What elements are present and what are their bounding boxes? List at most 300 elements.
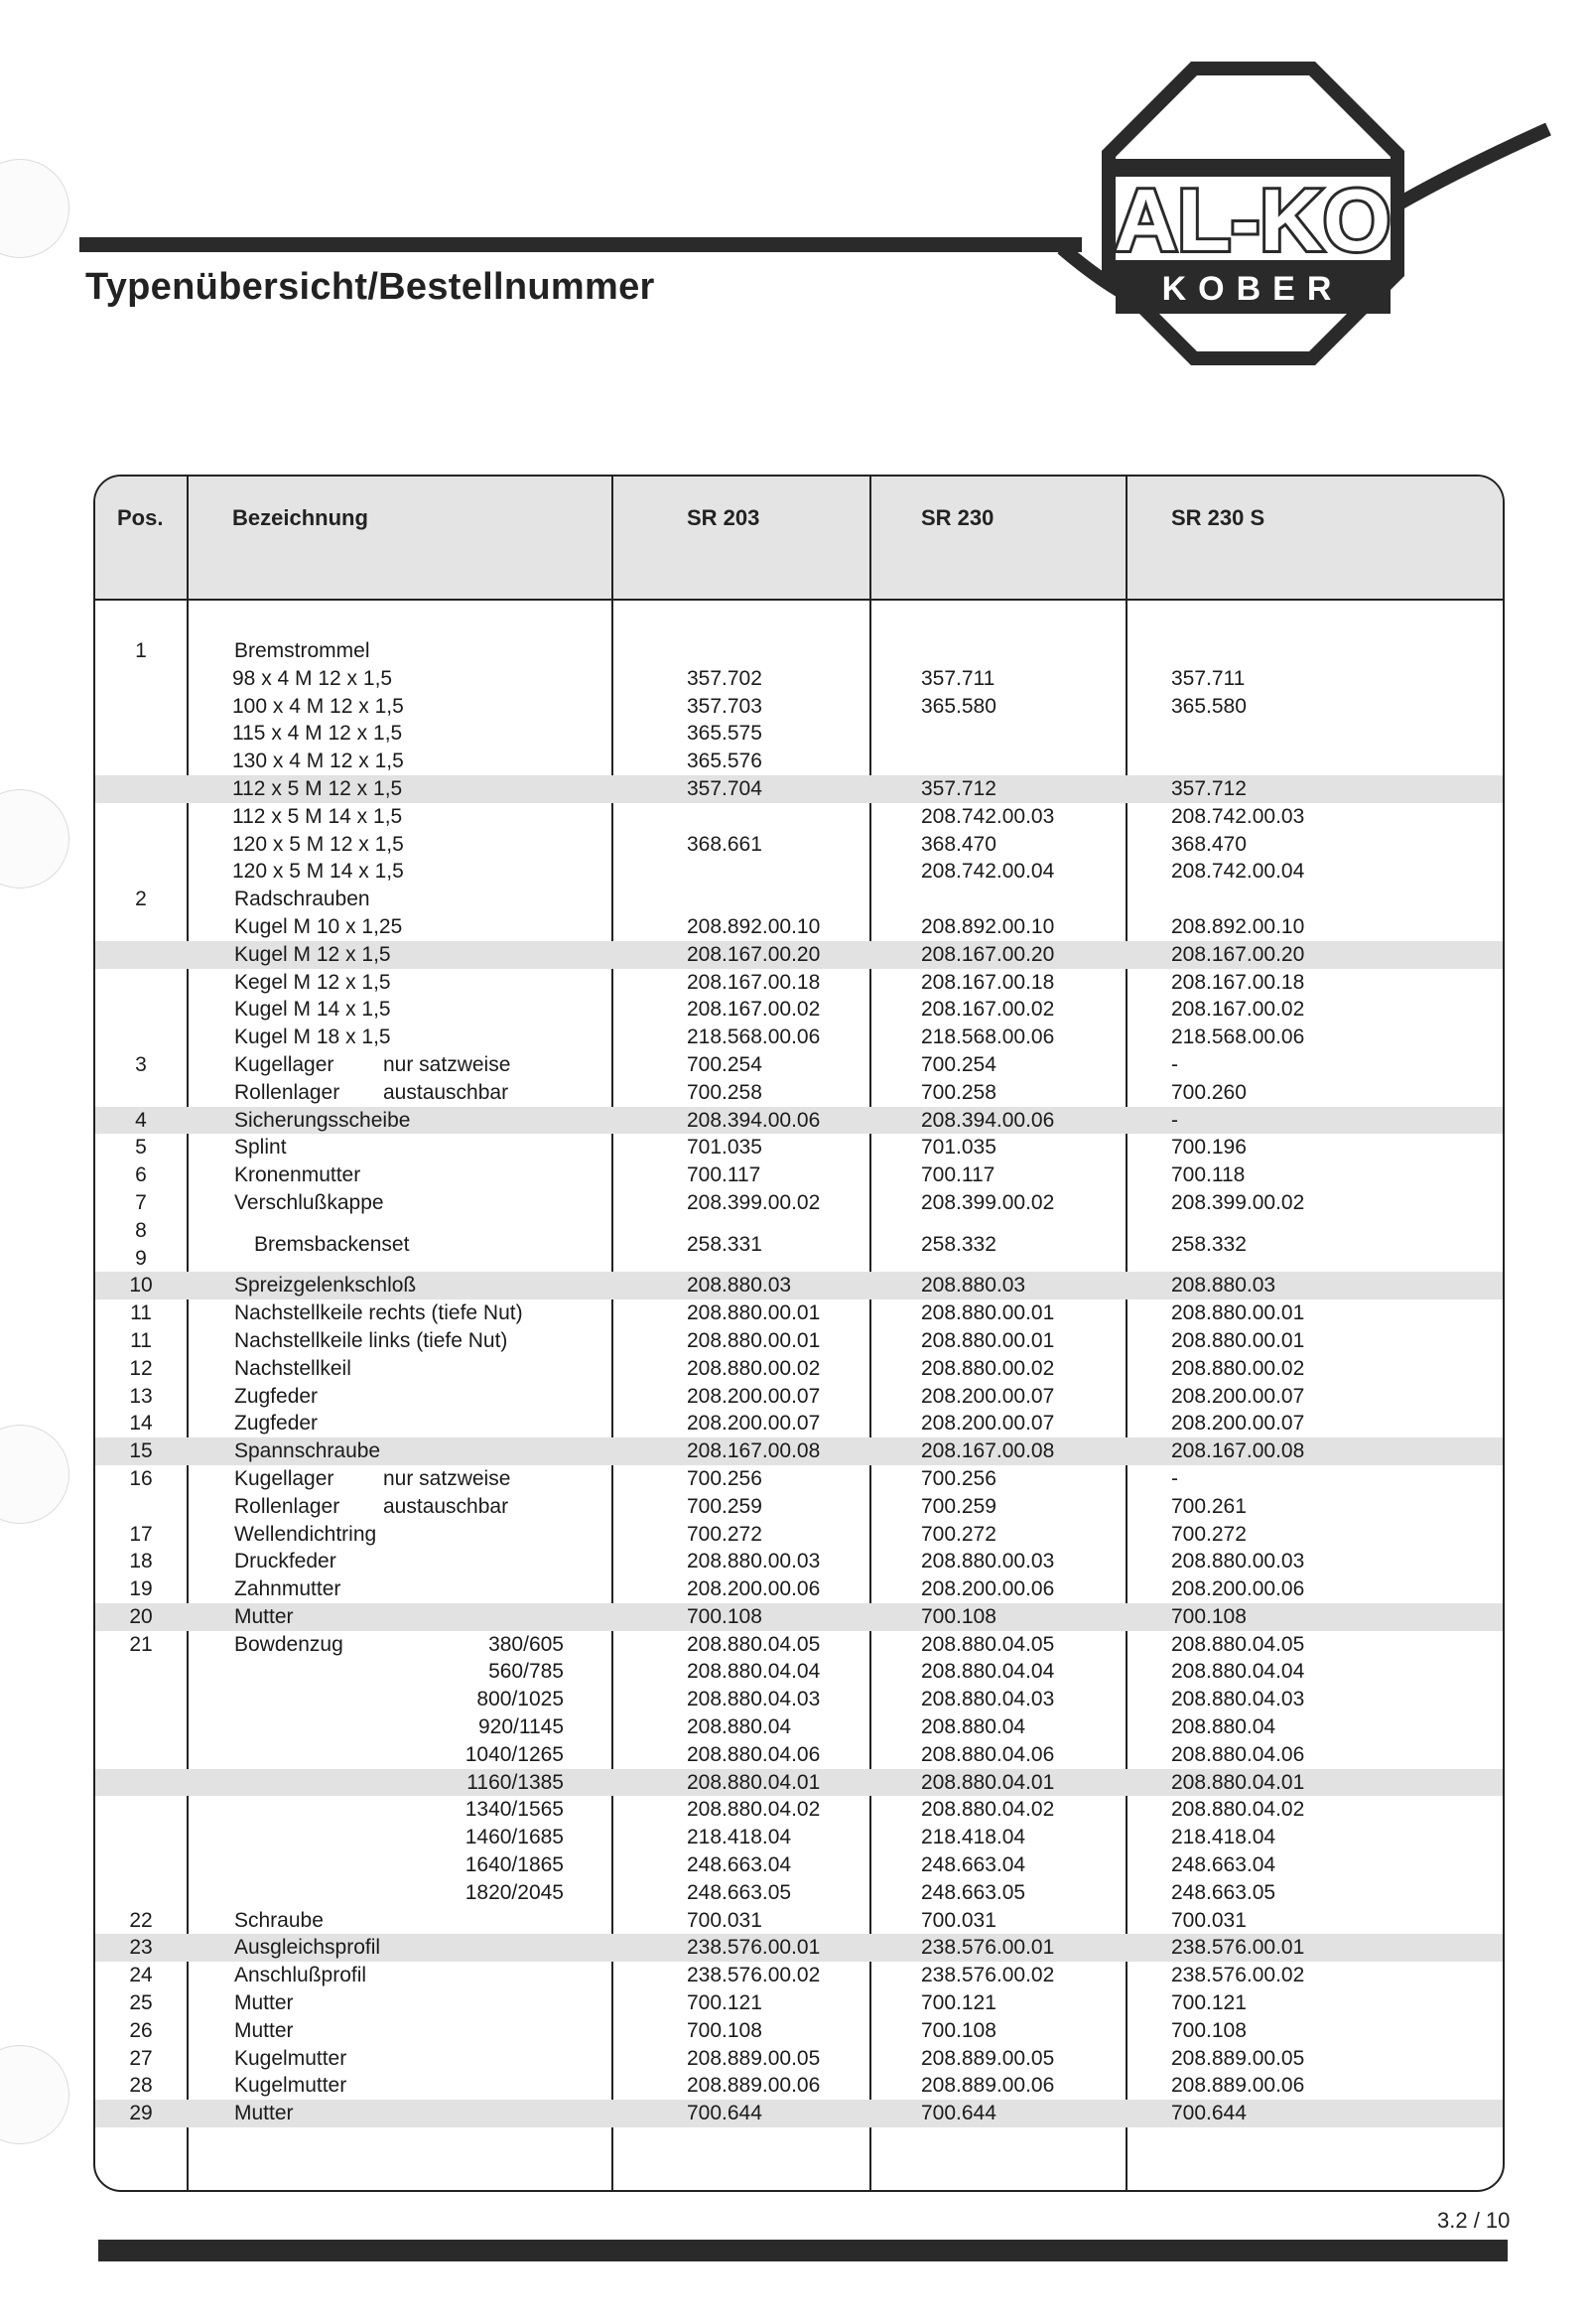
cell-name: Kugel M 10 x 1,25 xyxy=(234,914,403,938)
cell-sr203: 208.880.00.03 xyxy=(687,1550,821,1573)
cell-sr230: 238.576.00.01 xyxy=(921,1936,1055,1960)
table-row xyxy=(95,1851,1503,1879)
cell-sr230: 700.117 xyxy=(921,1163,995,1187)
cell-sr230s: 208.167.00.08 xyxy=(1171,1439,1305,1463)
cell-pos: 7 xyxy=(135,1190,147,1214)
cell-name: Nachstellkeile links (tiefe Nut) xyxy=(234,1328,508,1352)
cell-name: 112 x 5 M 12 x 1,5 xyxy=(232,776,403,800)
parts-table xyxy=(93,475,1505,2192)
cell-length: 920/1145 xyxy=(477,1715,564,1739)
cell-sr230: 208.399.00.02 xyxy=(921,1190,1055,1214)
cell-sr230: 208.200.00.07 xyxy=(921,1384,1055,1408)
table-row xyxy=(95,1521,1503,1549)
cell-sr230s: - xyxy=(1171,1052,1178,1076)
cell-name: Kugel M 14 x 1,5 xyxy=(234,998,391,1022)
cell-sr230s: 700.031 xyxy=(1171,1908,1247,1932)
cell-name: 115 x 4 M 12 x 1,5 xyxy=(232,722,403,746)
cell-sr203: 208.167.00.02 xyxy=(687,998,821,1022)
cell-sr230: 238.576.00.02 xyxy=(921,1964,1055,1987)
cell-length: 800/1025 xyxy=(476,1688,564,1711)
cell-pos: 15 xyxy=(129,1439,153,1463)
table-row xyxy=(95,941,1503,969)
cell-sr230s: 700.108 xyxy=(1171,2018,1247,2042)
table-row xyxy=(95,1024,1503,1051)
table-row xyxy=(95,1134,1503,1162)
cell-sr230s: 700.118 xyxy=(1171,1163,1246,1187)
cell-sr230: 208.889.00.05 xyxy=(921,2046,1055,2070)
table-row xyxy=(95,2045,1503,2073)
table-row xyxy=(95,775,1503,803)
brace-note: nur satzweise xyxy=(383,1466,511,1490)
page-title: Typenübersicht/Bestellnummer xyxy=(85,266,655,308)
cell-sr230s: 208.167.00.18 xyxy=(1171,970,1305,994)
cell-sr230: 208.167.00.08 xyxy=(921,1439,1055,1463)
cell-name: Zugfeder xyxy=(234,1412,319,1435)
cell-length: 1820/2045 xyxy=(464,1880,564,1904)
cell-sr203: 701.035 xyxy=(687,1136,762,1160)
table-row xyxy=(95,1824,1503,1851)
cell-sr230: 208.892.00.10 xyxy=(921,914,1055,938)
cell-sr203: 208.880.04.06 xyxy=(687,1742,821,1766)
footer-rule xyxy=(98,2240,1508,2261)
table-row xyxy=(95,858,1503,886)
cell-sr230s: 700.108 xyxy=(1171,1604,1247,1628)
cell-sr230: 700.121 xyxy=(921,1991,996,2015)
cell-name: Mutter xyxy=(234,2102,294,2125)
table-row xyxy=(95,1548,1503,1575)
punch-hole xyxy=(0,789,69,889)
cell-sr203: 700.258 xyxy=(687,1080,762,1104)
cell-sr230: 208.880.00.01 xyxy=(921,1328,1055,1352)
cell-sr203: 700.254 xyxy=(687,1052,762,1076)
cell-sr230: 700.108 xyxy=(921,2018,996,2042)
cell-sr230s: 208.880.00.01 xyxy=(1171,1301,1305,1325)
cell-sr230: 701.035 xyxy=(921,1136,996,1160)
cell-sr230: 208.880.00.03 xyxy=(921,1550,1055,1573)
cell-sr230: 208.167.00.18 xyxy=(921,970,1055,994)
cell-sr203: 208.880.03 xyxy=(687,1274,792,1298)
cell-pos: 17 xyxy=(129,1522,153,1546)
cell-sr230: 208.880.04.04 xyxy=(921,1660,1055,1684)
table-row xyxy=(95,1355,1503,1383)
cell-name: Splint xyxy=(234,1136,287,1160)
cell-name: Ausgleichsprofil xyxy=(234,1936,381,1960)
header-name: Bezeichnung xyxy=(232,505,368,530)
cell-pos: 5 xyxy=(135,1136,147,1160)
cell-sr230s: 700.196 xyxy=(1171,1136,1247,1160)
cell-name: Kugelmutter xyxy=(234,2074,347,2098)
cell-name: Kegel M 12 x 1,5 xyxy=(234,970,391,994)
cell-sr230: 365.580 xyxy=(921,694,996,718)
cell-length: 1160/1385 xyxy=(466,1770,564,1794)
cell-sr230s: 208.880.04.02 xyxy=(1171,1798,1305,1822)
cell-name: Kronenmutter xyxy=(234,1163,361,1187)
cell-sr230s: 208.880.04.01 xyxy=(1171,1770,1305,1794)
brace-note: nur satzweise xyxy=(383,1052,511,1076)
cell-sr203: 208.200.00.07 xyxy=(687,1384,821,1408)
table-row xyxy=(95,693,1503,721)
table-row xyxy=(95,637,1503,665)
cell-pos: 9 xyxy=(135,1246,147,1270)
cell-name: Bowdenzug xyxy=(234,1632,343,1656)
cell-sr230: 700.272 xyxy=(921,1522,996,1546)
cell-pos: 23 xyxy=(129,1936,153,1960)
cell-sr230: 208.167.00.20 xyxy=(921,942,1055,966)
cell-sr230s: 258.332 xyxy=(1171,1232,1247,1256)
cell-sr203: 208.200.00.06 xyxy=(687,1577,821,1601)
cell-sr203: 208.889.00.05 xyxy=(687,2046,821,2070)
cell-sr230: 357.711 xyxy=(921,666,995,690)
table-row xyxy=(95,1107,1503,1135)
cell-pos: 14 xyxy=(129,1412,153,1435)
cell-sr203: 700.117 xyxy=(687,1163,761,1187)
table-row xyxy=(95,1437,1503,1465)
cell-sr203: 208.880.04.05 xyxy=(687,1632,821,1656)
cell-sr230: 357.712 xyxy=(921,776,996,800)
cell-name: Mutter xyxy=(234,1991,294,2015)
cell-pos: 10 xyxy=(129,1274,153,1298)
cell-name: 100 x 4 M 12 x 1,5 xyxy=(232,694,404,718)
cell-name: 120 x 5 M 12 x 1,5 xyxy=(232,832,404,856)
cell-pos: 13 xyxy=(129,1384,153,1408)
cell-sr230: 218.418.04 xyxy=(921,1826,1026,1849)
table-row xyxy=(95,1989,1503,2017)
cell-pos: 22 xyxy=(129,1908,153,1932)
punch-hole xyxy=(0,159,69,258)
cell-sr230s: 208.880.04.03 xyxy=(1171,1688,1305,1711)
cell-sr230s: - xyxy=(1171,1466,1178,1490)
table-row xyxy=(95,1079,1503,1107)
cell-sr203: 208.167.00.20 xyxy=(687,942,821,966)
table-row xyxy=(95,913,1503,941)
cell-sr203: 208.892.00.10 xyxy=(687,914,821,938)
cell-sr203: 238.576.00.01 xyxy=(687,1936,821,1960)
table-row xyxy=(95,1686,1503,1713)
cell-sr230s: 208.889.00.06 xyxy=(1171,2074,1305,2098)
table-row xyxy=(95,1162,1503,1189)
cell-sr230s: 208.880.04.06 xyxy=(1171,1742,1305,1766)
table-row xyxy=(95,1879,1503,1907)
logo-brand-top: AL-KO xyxy=(1114,171,1392,269)
cell-name: Rollenlager xyxy=(234,1494,340,1518)
cell-sr230s: 248.663.04 xyxy=(1171,1853,1276,1877)
table-row xyxy=(95,1769,1503,1797)
cell-name: 98 x 4 M 12 x 1,5 xyxy=(232,666,393,690)
cell-name: Bremsbackenset xyxy=(254,1232,410,1256)
cell-sr203: 700.121 xyxy=(687,1991,762,2015)
cell-name: Rollenlager xyxy=(234,1080,340,1104)
cell-sr230s: 365.580 xyxy=(1171,694,1247,718)
cell-sr230: 208.880.04.06 xyxy=(921,1742,1055,1766)
cell-name: Kugellager xyxy=(234,1466,334,1490)
cell-name: Mutter xyxy=(234,2018,294,2042)
cell-pos: 24 xyxy=(129,1964,153,1987)
cell-pos: 1 xyxy=(135,639,147,662)
cell-sr230s: 208.880.00.03 xyxy=(1171,1550,1305,1573)
cell-name: Spannschraube xyxy=(234,1439,381,1463)
table-row xyxy=(95,1327,1503,1355)
cell-sr230s: 700.272 xyxy=(1171,1522,1247,1546)
cell-sr230s: 218.568.00.06 xyxy=(1171,1025,1305,1049)
table-row xyxy=(95,1907,1503,1935)
cell-sr230s: 208.880.04.04 xyxy=(1171,1660,1305,1684)
cell-name: 112 x 5 M 14 x 1,5 xyxy=(232,804,403,828)
cell-length: 1040/1265 xyxy=(464,1742,564,1766)
cell-pos: 11 xyxy=(130,1328,152,1352)
cell-length: 1340/1565 xyxy=(464,1798,564,1822)
table-row xyxy=(95,1631,1503,1659)
cell-pos: 26 xyxy=(129,2018,153,2042)
table-row xyxy=(95,1051,1503,1079)
cell-sr230: 208.880.04.01 xyxy=(921,1770,1055,1794)
cell-sr203: 218.418.04 xyxy=(687,1826,792,1849)
table-row xyxy=(95,1713,1503,1741)
cell-sr203: 208.880.04 xyxy=(687,1715,792,1739)
table-row xyxy=(95,1465,1503,1493)
cell-name: Verschlußkappe xyxy=(234,1190,384,1214)
cell-name: Kugel M 18 x 1,5 xyxy=(234,1025,391,1049)
table-row xyxy=(95,720,1503,748)
cell-pos: 29 xyxy=(129,2102,153,2125)
cell-sr230: 208.889.00.06 xyxy=(921,2074,1055,2098)
cell-length: 1640/1865 xyxy=(464,1853,564,1877)
table-row xyxy=(95,1962,1503,1989)
cell-sr230: 208.880.04 xyxy=(921,1715,1026,1739)
table-row xyxy=(95,1658,1503,1686)
cell-sr230s: - xyxy=(1171,1108,1178,1132)
cell-name: Kugel M 12 x 1,5 xyxy=(234,942,391,966)
cell-pos: 12 xyxy=(129,1356,153,1380)
punch-hole xyxy=(0,2045,69,2144)
cell-pos: 2 xyxy=(135,888,147,911)
table-row xyxy=(95,831,1503,859)
cell-sr230s: 208.742.00.04 xyxy=(1171,860,1305,884)
cell-pos: 19 xyxy=(129,1577,153,1601)
cell-sr230: 208.880.04.05 xyxy=(921,1632,1055,1656)
cell-pos: 25 xyxy=(129,1991,153,2015)
cell-sr230s: 208.200.00.06 xyxy=(1171,1577,1305,1601)
cell-sr203: 208.880.04.04 xyxy=(687,1660,821,1684)
cell-pos: 27 xyxy=(129,2046,153,2070)
cell-sr230s: 238.576.00.02 xyxy=(1171,1964,1305,1987)
cell-pos: 28 xyxy=(129,2074,153,2098)
cell-sr230: 700.644 xyxy=(921,2102,996,2125)
cell-name: 120 x 5 M 14 x 1,5 xyxy=(232,860,404,884)
cell-sr203: 700.108 xyxy=(687,1604,762,1628)
cell-sr230: 208.394.00.06 xyxy=(921,1108,1055,1132)
cell-sr203: 208.200.00.07 xyxy=(687,1412,821,1435)
table-row xyxy=(95,1796,1503,1824)
cell-name: Anschlußprofil xyxy=(234,1964,367,1987)
cell-sr203: 208.880.04.01 xyxy=(687,1770,821,1794)
cell-sr203: 218.568.00.06 xyxy=(687,1025,821,1049)
cell-pos: 8 xyxy=(135,1218,147,1242)
table-row xyxy=(95,1741,1503,1769)
cell-sr230s: 208.880.00.02 xyxy=(1171,1356,1305,1380)
table-row xyxy=(95,1493,1503,1521)
cell-name: Zahnmutter xyxy=(234,1577,341,1601)
cell-sr230s: 218.418.04 xyxy=(1171,1826,1276,1849)
cell-sr203: 208.394.00.06 xyxy=(687,1108,821,1132)
cell-length: 380/605 xyxy=(488,1632,564,1656)
cell-sr230s: 700.261 xyxy=(1171,1494,1247,1518)
cell-sr203: 700.644 xyxy=(687,2102,762,2125)
header-col-a: SR 203 xyxy=(687,505,760,530)
header-col-b: SR 230 xyxy=(921,505,995,530)
cell-sr230: 700.031 xyxy=(921,1908,996,1932)
header-rule xyxy=(79,237,1082,252)
cell-sr230s: 208.200.00.07 xyxy=(1171,1384,1305,1408)
cell-sr230: 258.332 xyxy=(921,1232,996,1256)
brace-note: austauschbar xyxy=(383,1494,509,1518)
cell-sr203: 208.880.00.01 xyxy=(687,1301,821,1325)
cell-sr203: 365.576 xyxy=(687,750,762,773)
header-col-c: SR 230 S xyxy=(1171,505,1265,530)
cell-sr230: 208.880.03 xyxy=(921,1274,1026,1298)
cell-sr230s: 700.121 xyxy=(1171,1991,1247,2015)
table-row xyxy=(95,886,1503,913)
cell-pos: 6 xyxy=(135,1163,147,1187)
cell-name: Wellendichtring xyxy=(234,1522,377,1546)
cell-sr203: 368.661 xyxy=(687,832,762,856)
cell-sr230: 208.742.00.03 xyxy=(921,804,1055,828)
cell-sr203: 357.702 xyxy=(687,666,762,690)
cell-sr203: 208.880.04.03 xyxy=(687,1688,821,1711)
cell-sr230s: 208.200.00.07 xyxy=(1171,1412,1305,1435)
cell-sr230: 248.663.05 xyxy=(921,1880,1026,1904)
cell-sr230s: 208.880.00.01 xyxy=(1171,1328,1305,1352)
cell-name: Radschrauben xyxy=(234,888,370,911)
cell-name: Bremstrommel xyxy=(234,639,370,662)
table-header xyxy=(95,477,1503,601)
cell-sr230s: 208.889.00.05 xyxy=(1171,2046,1305,2070)
cell-sr230s: 208.880.04.05 xyxy=(1171,1632,1305,1656)
cell-sr203: 700.259 xyxy=(687,1494,762,1518)
cell-sr203: 700.031 xyxy=(687,1908,762,1932)
cell-sr203: 238.576.00.02 xyxy=(687,1964,821,1987)
cell-sr230: 700.258 xyxy=(921,1080,996,1104)
cell-name: 130 x 4 M 12 x 1,5 xyxy=(232,750,404,773)
brace-note: austauschbar xyxy=(383,1080,509,1104)
table-row xyxy=(95,1232,1503,1273)
cell-sr230s: 248.663.05 xyxy=(1171,1880,1276,1904)
cell-sr230: 208.742.00.04 xyxy=(921,860,1055,884)
cell-sr230: 208.880.04.02 xyxy=(921,1798,1055,1822)
table-row xyxy=(95,996,1503,1024)
logo-brand-bottom: KOBER xyxy=(1161,270,1344,308)
table-row xyxy=(95,969,1503,997)
cell-sr230: 208.200.00.06 xyxy=(921,1577,1055,1601)
cell-sr230: 208.880.04.03 xyxy=(921,1688,1055,1711)
cell-name: Nachstellkeil xyxy=(234,1356,351,1380)
cell-sr230s: 238.576.00.01 xyxy=(1171,1936,1305,1960)
cell-sr203: 700.108 xyxy=(687,2018,762,2042)
cell-sr230: 208.880.00.02 xyxy=(921,1356,1055,1380)
cell-sr230: 700.259 xyxy=(921,1494,996,1518)
cell-name: Kugelmutter xyxy=(234,2046,347,2070)
table-row xyxy=(95,1575,1503,1603)
cell-sr230: 208.880.00.01 xyxy=(921,1301,1055,1325)
alko-kober-logo xyxy=(1022,40,1578,437)
table-row xyxy=(95,1934,1503,1962)
cell-sr230s: 208.167.00.20 xyxy=(1171,942,1305,966)
cell-name: Zugfeder xyxy=(234,1384,319,1408)
table-row xyxy=(95,1299,1503,1327)
cell-pos: 3 xyxy=(135,1052,147,1076)
table-body xyxy=(95,637,1503,2127)
table-row xyxy=(95,1272,1503,1299)
cell-sr203: 208.167.00.18 xyxy=(687,970,821,994)
header-pos: Pos. xyxy=(117,505,164,530)
cell-pos: 21 xyxy=(129,1632,153,1656)
cell-name: Druckfeder xyxy=(234,1550,336,1573)
cell-sr230s: 208.880.03 xyxy=(1171,1274,1276,1298)
cell-pos: 4 xyxy=(135,1108,147,1132)
cell-sr230s: 208.892.00.10 xyxy=(1171,914,1305,938)
table-row xyxy=(95,1410,1503,1437)
cell-pos: 18 xyxy=(129,1550,153,1573)
cell-sr230s: 208.742.00.03 xyxy=(1171,804,1305,828)
cell-pos: 11 xyxy=(130,1301,152,1325)
cell-name: Nachstellkeile rechts (tiefe Nut) xyxy=(234,1301,523,1325)
cell-sr203: 208.167.00.08 xyxy=(687,1439,821,1463)
cell-name: Mutter xyxy=(234,1604,294,1628)
cell-sr230: 208.167.00.02 xyxy=(921,998,1055,1022)
cell-sr230: 248.663.04 xyxy=(921,1853,1026,1877)
cell-sr203: 258.331 xyxy=(687,1232,762,1256)
cell-sr230s: 208.880.04 xyxy=(1171,1715,1276,1739)
cell-sr203: 357.704 xyxy=(687,776,762,800)
cell-name: Kugellager xyxy=(234,1052,334,1076)
cell-pos: 20 xyxy=(129,1604,153,1628)
cell-sr203: 208.880.00.01 xyxy=(687,1328,821,1352)
cell-sr230s: 208.399.00.02 xyxy=(1171,1190,1305,1214)
cell-sr203: 700.256 xyxy=(687,1466,762,1490)
cell-name: Sicherungsscheibe xyxy=(234,1108,411,1132)
cell-sr203: 700.272 xyxy=(687,1522,762,1546)
cell-pos: 16 xyxy=(129,1466,153,1490)
cell-name: Schraube xyxy=(234,1908,324,1932)
cell-sr230s: 368.470 xyxy=(1171,832,1247,856)
cell-sr203: 248.663.04 xyxy=(687,1853,792,1877)
cell-length: 1460/1685 xyxy=(464,1826,564,1849)
cell-sr203: 208.880.04.02 xyxy=(687,1798,821,1822)
table-row xyxy=(95,665,1503,693)
cell-sr230: 700.254 xyxy=(921,1052,996,1076)
cell-sr230: 700.108 xyxy=(921,1604,996,1628)
cell-sr203: 248.663.05 xyxy=(687,1880,792,1904)
cell-sr230s: 208.167.00.02 xyxy=(1171,998,1305,1022)
table-row xyxy=(95,2072,1503,2100)
cell-sr230: 700.256 xyxy=(921,1466,996,1490)
cell-sr203: 208.880.00.02 xyxy=(687,1356,821,1380)
table-row xyxy=(95,2100,1503,2127)
table-row xyxy=(95,803,1503,831)
cell-sr230s: 357.711 xyxy=(1171,666,1246,690)
table-row xyxy=(95,2017,1503,2045)
cell-sr230s: 700.644 xyxy=(1171,2102,1247,2125)
cell-name: Spreizgelenkschloß xyxy=(234,1274,417,1298)
cell-sr230s: 700.260 xyxy=(1171,1080,1247,1104)
punch-hole xyxy=(0,1425,69,1524)
cell-sr203: 365.575 xyxy=(687,722,762,746)
cell-sr230: 218.568.00.06 xyxy=(921,1025,1055,1049)
cell-sr230s: 357.712 xyxy=(1171,776,1247,800)
table-row xyxy=(95,1383,1503,1411)
cell-sr203: 208.889.00.06 xyxy=(687,2074,821,2098)
table-row xyxy=(95,748,1503,775)
table-row xyxy=(95,1189,1503,1217)
